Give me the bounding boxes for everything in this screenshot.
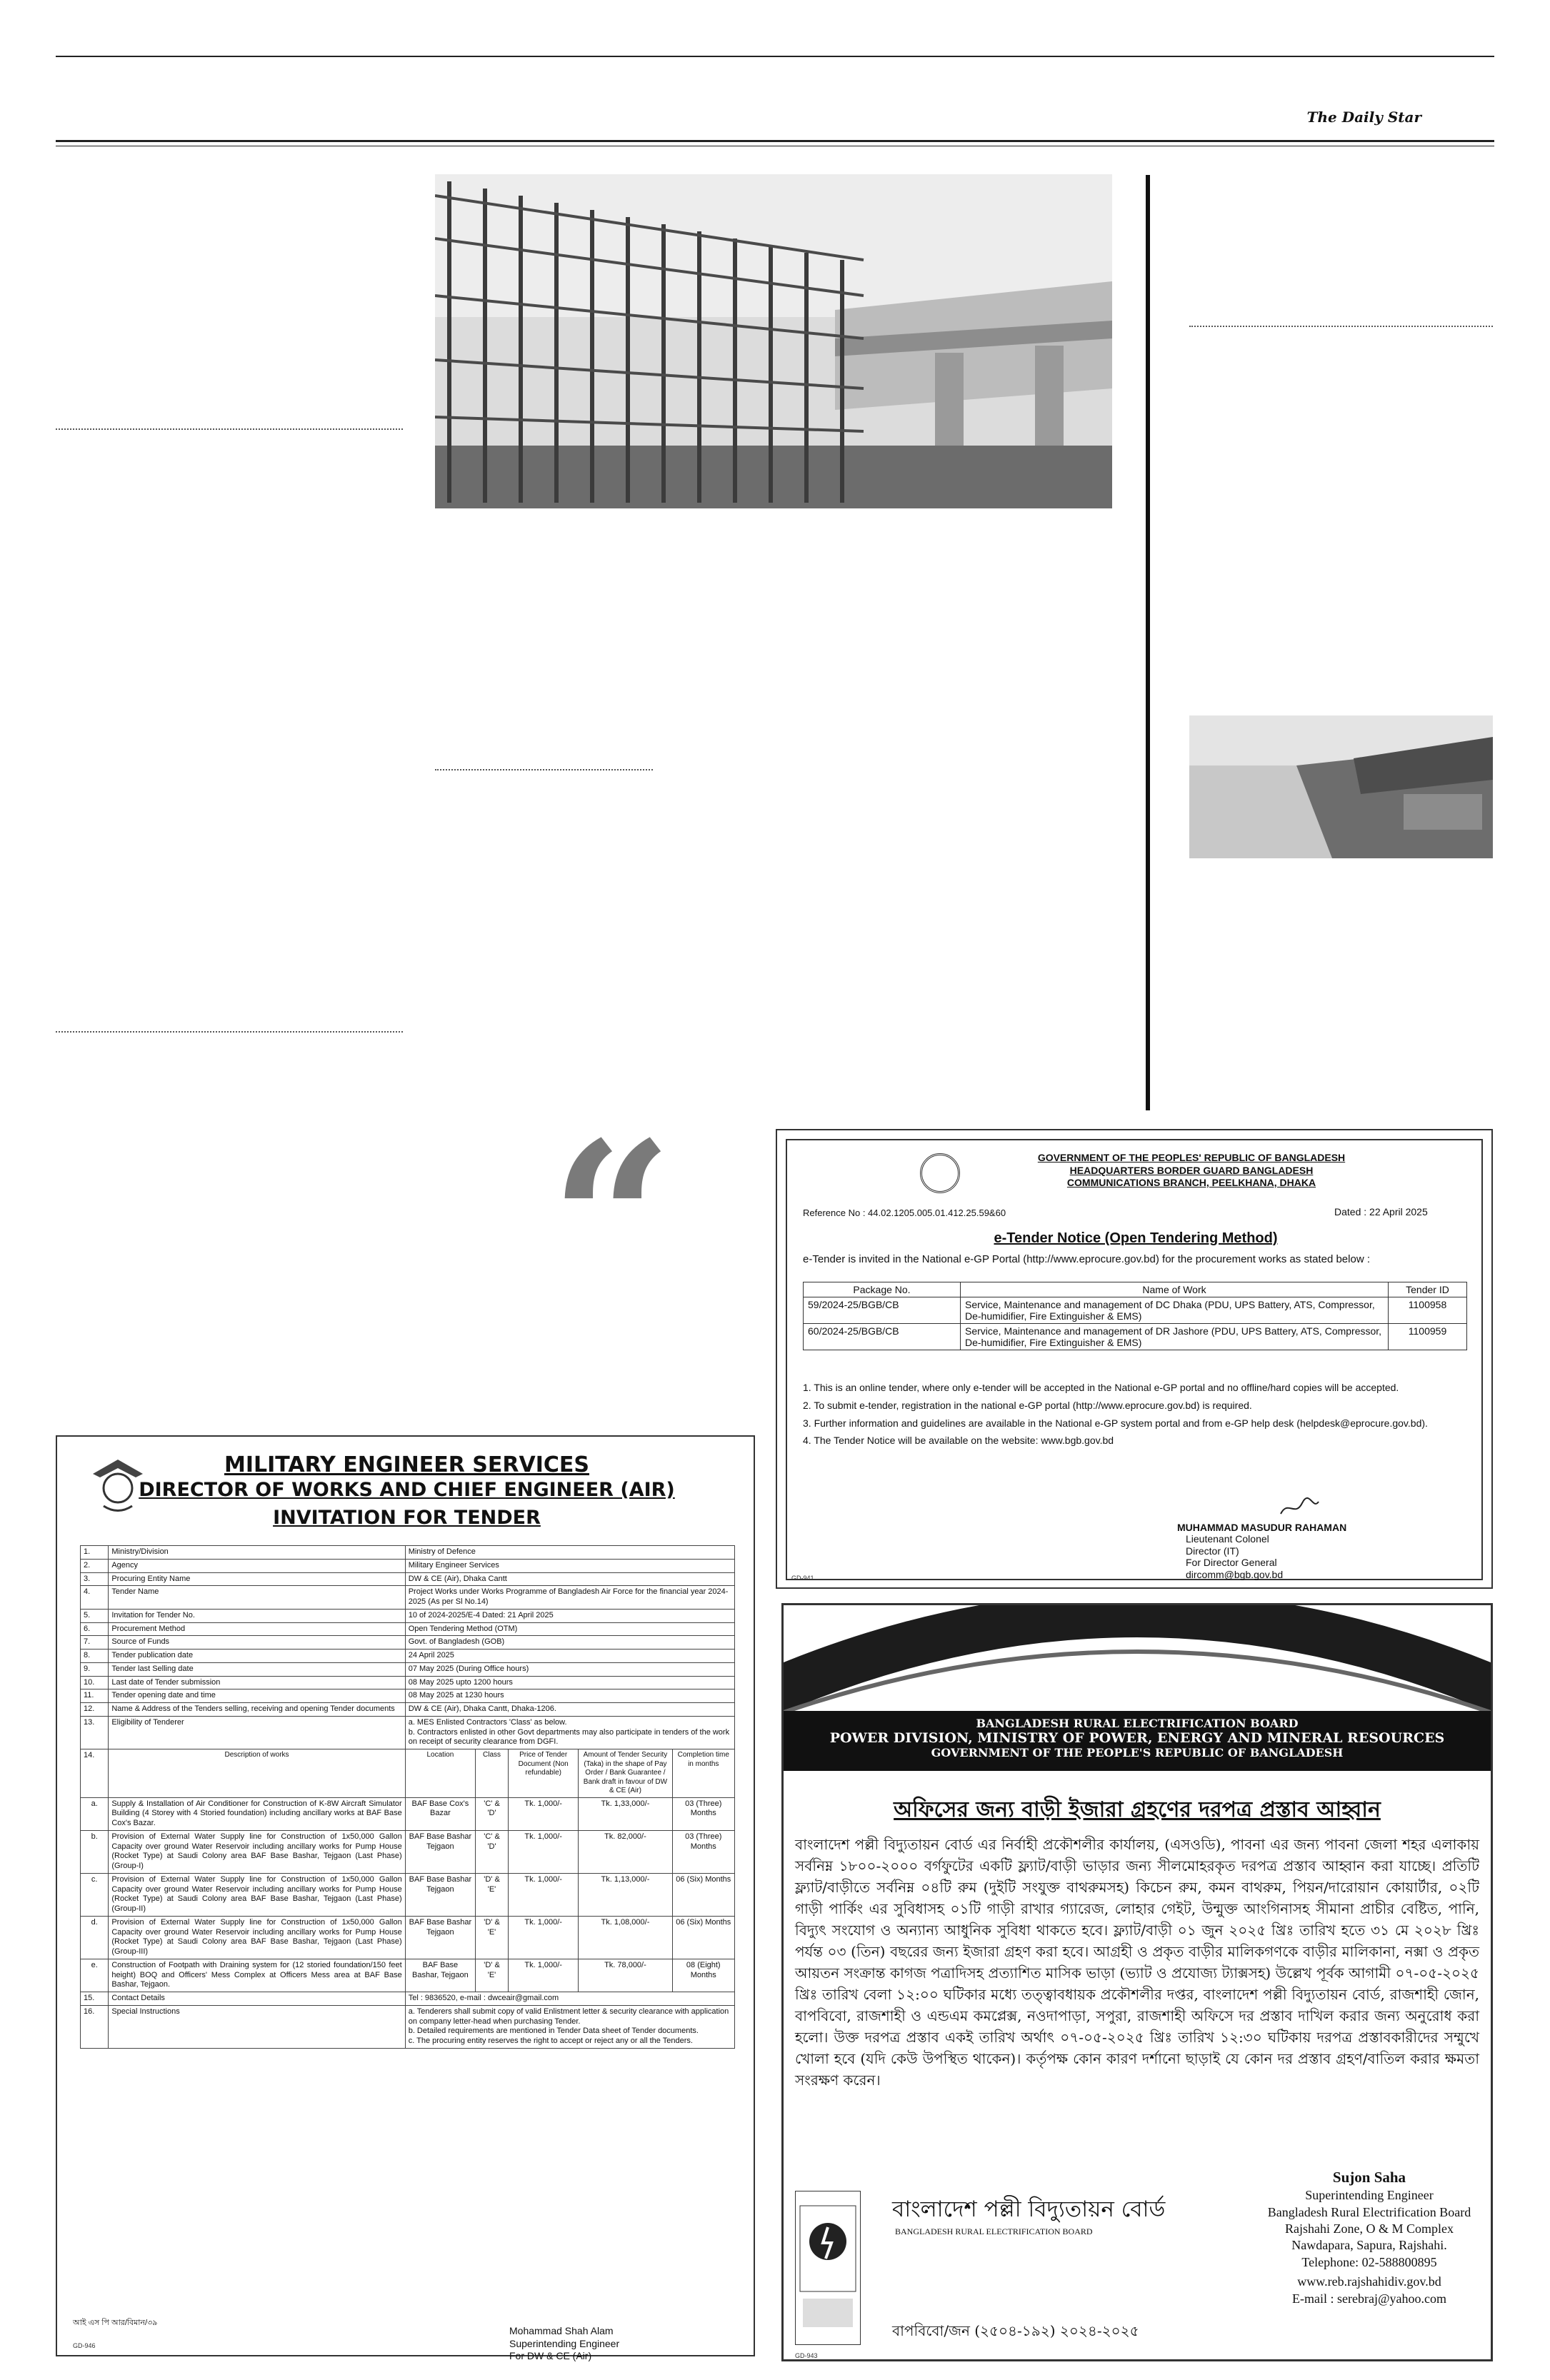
bgb-org-line3: COMMUNICATIONS BRANCH, PEELKHANA, DHAKA (1066, 1177, 1316, 1188)
mes-work-time: 03 (Three) Months (672, 1830, 734, 1873)
mes-work-security: Tk. 1,08,000/- (579, 1916, 672, 1959)
table-row (804, 1297, 1467, 1324)
reb-title: অফিসের জন্য বাড়ী ইজারা গ্রহণের দরপত্র প্রস্তাব আহ্বান (894, 1797, 1381, 1822)
bgb-emblem-icon (920, 1153, 960, 1193)
masthead-logo: The Daily Star (1306, 109, 1421, 126)
bgb-gd-code: GD-941 (791, 1575, 814, 1582)
bgb-org-line2: HEADQUARTERS BORDER GUARD BANGLADESH (1069, 1164, 1314, 1176)
mes-row-value: a. MES Enlisted Contractors 'Class' as below. b. Contractors enlisted in other Govt departments may also participate in tenders of the work on receipt of security clearance from DGFI. (405, 1716, 734, 1749)
table-row (81, 1650, 735, 1663)
mes-row-value: Ministry of Defence (405, 1546, 734, 1560)
mes-work-time: 06 (Six) Months (672, 1873, 734, 1916)
mes-row-value: DW & CE (Air), Dhaka Cantt (405, 1572, 734, 1586)
bgb-signer-for: For Director General (1186, 1557, 1277, 1569)
mes-work-location: BAF Base Bashar Tejgaon (405, 1830, 475, 1873)
mes-row-no: 15. (81, 1992, 109, 2006)
left-divider-2 (56, 1031, 403, 1033)
table-row (81, 1873, 735, 1916)
reb-signer (1255, 2168, 1484, 2307)
reb-signer-tel: Telephone: 02-588800895 (1301, 2254, 1437, 2269)
bgb-header (970, 1152, 1413, 1190)
mes-gd-code: GD-946 (73, 2342, 96, 2349)
reb-memo: বাপবিবো/জন (২৫০৪-১৯২) ২০২৪-২০২৫ (892, 2322, 1139, 2339)
mes-work-desc: Provision of External Water Supply line for Construction of 1x50,000 Gallon Capacity over ground Water Reservoir including ancillary works for Pump House (Rocket Type) at Saudi Colony area BAF Base Bashar, Tejgaon (Last Phase) (Group-I) (109, 1830, 405, 1873)
table-row (81, 1959, 735, 1992)
reb-header (784, 1711, 1491, 1771)
bgb-signer-name: MUHAMMAD MASUDUR RAHAMAN (1177, 1522, 1347, 1533)
table-row (81, 1636, 735, 1650)
mes-row-label: Source of Funds (109, 1636, 405, 1650)
reb-head-line1: BANGLADESH RURAL ELECTRIFICATION BOARD (976, 1717, 1299, 1730)
table-row (81, 1830, 735, 1873)
mes-work-class: 'D' & 'E' (476, 1873, 509, 1916)
bgb-table (803, 1282, 1467, 1350)
reb-board-bn: বাংলাদেশ পল্লী বিদ্যুতায়ন বোর্ড (892, 2196, 1166, 2222)
bgb-intro: e-Tender is invited in the National e-GP Portal (http://www.eprocure.gov.bd) for the procurement works as stated below : (803, 1253, 1370, 1265)
mes-work-no: b. (81, 1830, 109, 1873)
mes-table-wrap (80, 1545, 735, 2049)
mes-work-class: 'C' & 'D' (476, 1797, 509, 1830)
bgb-title: e-Tender Notice (Open Tendering Method) (994, 1230, 1278, 1246)
column-rule (1146, 175, 1150, 1110)
bgb-signer-post: Director (IT) (1186, 1545, 1239, 1557)
reb-arch-graphic (784, 1605, 1491, 1712)
mes-work-security: Tk. 78,000/- (579, 1959, 672, 1992)
mes-work-desc: Supply & Installation of Air Conditioner for Construction of K-8W Aircraft Simulator Building (4 Storey with 4 Storied foundation) including ancillary works at BAF Base Cox's Bazar. (109, 1797, 405, 1830)
reb-signer-addr: Nawdapara, Sapura, Rajshahi. (1291, 2238, 1447, 2253)
mes-work-price: Tk. 1,000/- (508, 1797, 578, 1830)
mes-signer-for: For DW & CE (Air) (509, 2350, 592, 2361)
mes-row-no: 11. (81, 1689, 109, 1703)
table-row (81, 1716, 735, 1749)
mes-work-class: 'D' & 'E' (476, 1959, 509, 1992)
mes-row-value: 08 May 2025 at 1230 hours (405, 1689, 734, 1703)
bgb-signer-rank: Lieutenant Colonel (1186, 1533, 1269, 1545)
bgb-col-package: Package No. (804, 1282, 961, 1297)
bgb-col-work: Name of Work (961, 1282, 1389, 1297)
table-row (81, 1586, 735, 1610)
mes-work-security: Tk. 82,000/- (579, 1830, 672, 1873)
middle-divider (435, 769, 653, 770)
table-row (804, 1324, 1467, 1350)
mes-work-price: Tk. 1,000/- (508, 1830, 578, 1873)
mes-row-label: Name & Address of the Tenders selling, receiving and opening Tender documents (109, 1703, 405, 1717)
bgb-signature-icon (1277, 1496, 1320, 1520)
reb-signer-zone: Rajshahi Zone, O & M Complex (1285, 2221, 1454, 2236)
table-row (81, 1916, 735, 1959)
table-row (81, 1689, 735, 1703)
bgb-inner-frame (786, 1139, 1483, 1580)
mes-row-no: 3. (81, 1572, 109, 1586)
mes-row-value: 08 May 2025 upto 1200 hours (405, 1676, 734, 1689)
mes-work-location: BAF Base Bashar Tejgaon (405, 1916, 475, 1959)
right-divider (1189, 326, 1493, 327)
mes-row-no: 12. (81, 1703, 109, 1717)
mes-row-no: 6. (81, 1622, 109, 1636)
mes-titles (57, 1452, 756, 1530)
bridge-construction-photo (435, 174, 1112, 508)
mes-row-no: 7. (81, 1636, 109, 1650)
bgb-work: Service, Maintenance and management of DR Jashore (PDU, UPS Battery, ATS, Compressor, De-humidifier, Fire Extinguisher & EMS) (961, 1324, 1389, 1350)
reb-logo-icon (795, 2191, 861, 2345)
mes-work-no: d. (81, 1916, 109, 1959)
bridge-scaffold-drawing (435, 174, 1112, 508)
mes-works-col: Completion time in months (672, 1749, 734, 1798)
mes-works-col: Amount of Tender Security (Taka) in the shape of Pay Order / Bank Guarantee / Bank draft in favour of DW & CE (Air) (579, 1749, 672, 1798)
bgb-note: 4. The Tender Notice will be available on the website: www.bgb.gov.bd (803, 1435, 1114, 1447)
mes-work-time: 08 (Eight) Months (672, 1959, 734, 1992)
arch-drawing (784, 1605, 1491, 1712)
mes-title-2: DIRECTOR OF WORKS AND CHIEF ENGINEER (AIR) (139, 1478, 675, 1501)
mes-work-desc: Provision of External Water Supply line for Construction of 1x50,000 Gallon Capacity over ground Water Reservoir including ancillary works for Pump House (Rocket Type) at Saudi Colony area BAF Base Bashar, Tejgaon (Last Phase) (Group-II) (109, 1873, 405, 1916)
reb-head-line2: POWER DIVISION, MINISTRY OF POWER, ENERGY AND MINERAL RESOURCES (829, 1730, 1445, 1746)
mes-table (80, 1545, 735, 2049)
reb-body: বাংলাদেশ পল্লী বিদ্যুতায়ন বোর্ড এর নির্বাহী প্রকৌশলীর কার্যালয়, (এসওডি), পাবনা এর জন্য পাবনা জেলা শহর এলাকায় সর্বনিম্ন ১৮০০-২০০০ বর্গফুটের একটি ফ্ল্যাট/বাড়ী ভাড়ার জন্য সীলমোহরকৃত দরপত্র প্রস্তাব আহ্বান করা যাচ্ছে। প্রতিটি ফ্ল্যাট/বাড়ীতে সর্বনিম্ন ০৪টি রুম (দুইটি সংযুক্ত বাথরুমসহ) কিচেন রুম, কমন বাথরুম, পিয়ন/দারোয়ান কোয়ার্টার, ০২টি গাড়ী পার্কিং এর সুবিধাসহ ০১টি গাড়ী রাখার গ্যারেজ, লোহার গেইট, উন্মুক্ত আংগিনাসহ সীমানা প্রাচীর বেষ্টিত, পানি, বিদ্যুৎ সংযোগ ও অন্যান্য আধুনিক সুবিধা থাকতে হবে। ফ্ল্যাট/বাড়ী ০১ জুন ২০২৫ খ্রিঃ তারিখ হতে ৩১ মে ২০২৮ খ্রিঃ পর্যন্ত ০৩ (তিন) বছরের জন্য ইজারা গ্রহণ করা হবে। আগ্রহী ও প্রকৃত বাড়ীর মালিকগণকে বাড়ীর মালিকানা, নক্সা ও প্রকৃত আয়তন সংক্রান্ত কাগজ পত্রাদিসহ প্রত্যাশিত মাসিক ভাড়া (ভ্যাট ও প্রযোজ্য ট্যাক্সসহ) উল্লেখ পূর্বক আগামী ০৭-০৫-২০২৫ খ্রিঃ তারিখ বেলা ১২:০০ ঘটিকার মধ্যে তত্ত্বাবধায়ক প্রকৌশলীর দপ্তর, বাংলাদেশ পল্লী বিদ্যুতায়ন বোর্ড, রাজশাহী জোন, বাপবিবো, রাজশাহী ও এন্ডএম কমপ্লেক্স, নওদাপাড়া, সপুরা, রাজশাহী অফিসে দর প্রস্তাব দাখিল করার জন্য অনুরোধ করা হলো। উক্ত দরপত্র প্রস্তাব একই তারিখ অর্থাৎ ০৭-০৫-২০২৫ খ্রিঃ তারিখ ১২:৩০ ঘটিকায় দরপত্র প্রস্তাবকারীদের সম্মুখে খোলা হবে (যদি কেউ উপস্থিত থাকেন)। কর্তৃপক্ষ কোন কারণ দর্শানো ছাড়াই যে কোন দর প্রস্তাব গ্রহণ/বাতিল করার ক্ষমতা সংরক্ষণ করেন। (795, 1836, 1479, 2089)
bgb-signer (1177, 1522, 1346, 1580)
table-row (81, 1797, 735, 1830)
reb-signer-org: Bangladesh Rural Electrification Board (1267, 2204, 1471, 2219)
reb-logo-drawing (796, 2191, 860, 2344)
mes-row-value: Tel : 9836520, e-mail : dwceair@gmail.com (405, 1992, 734, 2006)
mes-works-col: Price of Tender Document (Non refundable) (508, 1749, 578, 1798)
mes-works-col: Location (405, 1749, 475, 1798)
mes-isp: আই এস পি আর/বিমান/৩৯ (73, 2319, 158, 2327)
bgb-table-header (804, 1282, 1467, 1297)
reb-board-en: BANGLADESH RURAL ELECTRIFICATION BOARD (895, 2226, 1093, 2236)
mes-row-value: 07 May 2025 (During Office hours) (405, 1662, 734, 1676)
bgb-table-wrap (803, 1282, 1467, 1350)
reb-signer-email: E-mail : serebraj@yahoo.com (1292, 2291, 1446, 2306)
mes-row-label: Agency (109, 1559, 405, 1572)
table-row (81, 1546, 735, 1560)
mes-row-no: 9. (81, 1662, 109, 1676)
bgb-notes (803, 1382, 1467, 1447)
mes-row-label: Contact Details (109, 1992, 405, 2006)
mes-work-location: BAF Base Bashar Tejgaon (405, 1873, 475, 1916)
mes-row-value: Military Engineer Services (405, 1559, 734, 1572)
bgb-note: 2. To submit e-tender, registration in the national e-GP portal (http://www.eprocure.gov.bd) is required. (803, 1399, 1252, 1411)
mes-work-class: 'C' & 'D' (476, 1830, 509, 1873)
mes-row-value: DW & CE (Air), Dhaka Cantt, Dhaka-1206. (405, 1703, 734, 1717)
mes-row-value: a. Tenderers shall submit copy of valid Enlistment letter & security clearance with application on company letter-head when purchasing Tender. b. Detailed requirements are mentioned in Tender Data sheet of Tender documents. c. The procuring entity reserves the right to accept or reject any or all the Tenders. (405, 2005, 734, 2048)
mes-row-no: 8. (81, 1650, 109, 1663)
mes-work-time: 03 (Three) Months (672, 1797, 734, 1830)
mes-row-no: 13. (81, 1716, 109, 1749)
mes-work-desc: Construction of Footpath with Draining system for (12 storied foundation/150 feet height) BOQ and Officers' Mess Complex at Officers Mess area at BAF Base Bashar, Tejgaon. (109, 1959, 405, 1992)
mes-row-no: 1. (81, 1546, 109, 1560)
mes-row-label: Procurement Method (109, 1622, 405, 1636)
bgb-package: 60/2024-25/BGB/CB (804, 1324, 961, 1350)
reb-signer-web: www.reb.rajshahidiv.gov.bd (1297, 2274, 1441, 2289)
reb-gd-code: GD-943 (795, 2352, 818, 2359)
mes-work-no: c. (81, 1873, 109, 1916)
mes-work-no: a. (81, 1797, 109, 1830)
mes-title-3: INVITATION FOR TENDER (273, 1506, 541, 1529)
bgb-package: 59/2024-25/BGB/CB (804, 1297, 961, 1324)
mes-row-no: 16. (81, 2005, 109, 2048)
mes-row-value: Open Tendering Method (OTM) (405, 1622, 734, 1636)
riverbank-drawing (1189, 715, 1493, 858)
bgb-col-id: Tender ID (1389, 1282, 1467, 1297)
mes-signer-post: Superintending Engineer (509, 2337, 620, 2349)
mes-row-no: 5. (81, 1609, 109, 1622)
mes-signer-name: Mohammad Shah Alam (509, 2325, 614, 2336)
mes-work-security: Tk. 1,13,000/- (579, 1873, 672, 1916)
mes-works-header (81, 1749, 735, 1798)
mes-work-security: Tk. 1,33,000/- (579, 1797, 672, 1830)
mes-row-label: Special Instructions (109, 2005, 405, 2048)
left-divider-1 (56, 428, 403, 430)
bgb-note: 3. Further information and guidelines are available in the National e-GP system portal and from e-GP help desk (helpdesk@eprocure.gov.bd). (803, 1417, 1428, 1429)
mes-signer (509, 2325, 619, 2363)
reb-head-line3: GOVERNMENT OF THE PEOPLE'S REPUBLIC OF BANGLADESH (931, 1746, 1344, 1759)
mes-row-value: Govt. of Bangladesh (GOB) (405, 1636, 734, 1650)
mes-row-label: Tender opening date and time (109, 1689, 405, 1703)
mes-works-col: Class (476, 1749, 509, 1798)
mes-row-label: Tender last Selling date (109, 1662, 405, 1676)
quote-mark-icon: “ (550, 1095, 674, 1347)
mes-row-label: Tender Name (109, 1586, 405, 1610)
reb-signer-post: Superintending Engineer (1305, 2188, 1434, 2203)
table-row (81, 1662, 735, 1676)
mes-row-no: 4. (81, 1586, 109, 1610)
mes-row-value: Project Works under Works Programme of Bangladesh Air Force for the financial year 2024-2025 (As per Sl No.14) (405, 1586, 734, 1610)
table-row (81, 1572, 735, 1586)
mes-work-price: Tk. 1,000/- (508, 1959, 578, 1992)
mes-work-location: BAF Base Bashar, Tejgaon (405, 1959, 475, 1992)
mes-tender-notice (56, 1435, 755, 2361)
table-row (81, 1703, 735, 1717)
mes-work-time: 06 (Six) Months (672, 1916, 734, 1959)
mes-row-label: Invitation for Tender No. (109, 1609, 405, 1622)
mes-row-no: 10. (81, 1676, 109, 1689)
mes-work-price: Tk. 1,000/- (508, 1916, 578, 1959)
mes-row-no: 14. (81, 1749, 109, 1798)
bgb-note: 1. This is an online tender, where only e-tender will be accepted in the National e-GP portal and no offline/hard copies will be accepted. (803, 1382, 1399, 1393)
mes-work-no: e. (81, 1959, 109, 1992)
reb-lease-notice (781, 1603, 1493, 2361)
bgb-work: Service, Maintenance and management of DC Dhaka (PDU, UPS Battery, ATS, Compressor, De-humidifier, Fire Extinguisher & EMS) (961, 1297, 1389, 1324)
mes-row-label: Eligibility of Tenderer (109, 1716, 405, 1749)
header-rule-thick (56, 140, 1494, 142)
mes-works-col: Description of works (109, 1749, 405, 1798)
bgb-signer-email: dircomm@bgb.gov.bd (1186, 1568, 1284, 1580)
mes-row-label: Procuring Entity Name (109, 1572, 405, 1586)
bgb-reference: Reference No : 44.02.1205.005.01.412.25.59&60 (803, 1207, 1006, 1218)
mes-row-label: Last date of Tender submission (109, 1676, 405, 1689)
signature-scribble (1277, 1496, 1320, 1520)
mes-work-class: 'D' & 'E' (476, 1916, 509, 1959)
mes-row-no: 2. (81, 1559, 109, 1572)
mes-work-location: BAF Base Cox's Bazar (405, 1797, 475, 1830)
bgb-tender-id: 1100959 (1389, 1324, 1467, 1350)
table-row (81, 1622, 735, 1636)
mes-row-value: 10 of 2024-2025/E-4 Dated: 21 April 2025 (405, 1609, 734, 1622)
mes-row-label: Tender publication date (109, 1650, 405, 1663)
table-row (81, 1609, 735, 1622)
mes-work-price: Tk. 1,000/- (508, 1873, 578, 1916)
top-rule (56, 56, 1494, 57)
bgb-tender-id: 1100958 (1389, 1297, 1467, 1324)
bgb-date: Dated : 22 April 2025 (1334, 1206, 1428, 1217)
mes-row-value: 24 April 2025 (405, 1650, 734, 1663)
bgb-org-line1: GOVERNMENT OF THE PEOPLES' REPUBLIC OF BANGLADESH (1037, 1152, 1346, 1163)
mes-title-1: MILITARY ENGINEER SERVICES (224, 1452, 589, 1477)
table-row (81, 1559, 735, 1572)
table-row (81, 2005, 735, 2048)
table-row (81, 1992, 735, 2006)
table-row (81, 1676, 735, 1689)
bgb-tender-notice (776, 1129, 1493, 1589)
reb-signer-name: Sujon Saha (1332, 2169, 1406, 2186)
mes-row-label: Ministry/Division (109, 1546, 405, 1560)
mes-work-desc: Provision of External Water Supply line for Construction of 1x50,000 Gallon Capacity over ground Water Reservoir including ancillary works for Pump House (Rocket Type) at Saudi Colony area BAF Base Bashar, Tejgaon (Last Phase) (Group-III) (109, 1916, 405, 1959)
riverbank-photo (1189, 715, 1493, 858)
